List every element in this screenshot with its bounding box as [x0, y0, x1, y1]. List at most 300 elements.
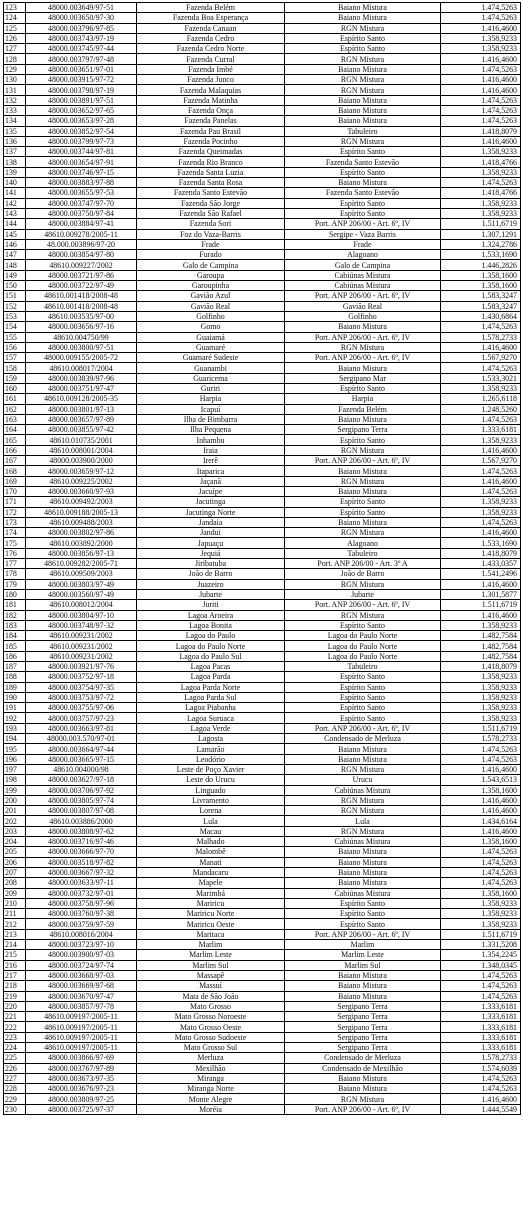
price-value-cell: 1.358,1600 [441, 270, 521, 280]
price-value-cell: 1.358,9233 [441, 435, 521, 445]
process-number-cell: 48000.003716/97-46 [26, 837, 137, 847]
reference-crude-cell: RGN Mistura [285, 54, 441, 64]
row-number-cell: 212 [4, 919, 26, 929]
reference-crude-cell: Baiano Mistura [285, 754, 441, 764]
field-name-cell: Irerê [137, 456, 285, 466]
price-value-cell: 1.358,9233 [441, 33, 521, 43]
table-body [4, 3, 521, 1115]
field-name-cell: Lagoa Parda Sul [137, 692, 285, 702]
table-row [4, 486, 521, 496]
process-number-cell: 48610.010735/2001 [26, 435, 137, 445]
field-name-cell: Fazenda Belém [137, 3, 285, 13]
reference-crude-cell: Baiano Mistura [285, 744, 441, 754]
price-value-cell: 1.444,5549 [441, 1104, 521, 1114]
field-name-cell: Fazenda Junco [137, 75, 285, 85]
table-row [4, 600, 521, 610]
row-number-cell: 159 [4, 373, 26, 383]
price-value-cell: 1.418,8079 [441, 662, 521, 672]
field-name-cell: Mata de São João [137, 991, 285, 1001]
price-value-cell: 1.248,5260 [441, 404, 521, 414]
table-row [4, 713, 521, 723]
process-number-cell: 48610.003886/2000 [26, 816, 137, 826]
process-number-cell: 48610.003892/2000 [26, 538, 137, 548]
process-number-cell: 48000.003857/97-78 [26, 1001, 137, 1011]
table-row [4, 878, 521, 888]
field-name-cell: Juriti [137, 600, 285, 610]
price-value-cell: 1.474,5263 [441, 1084, 521, 1094]
price-value-cell: 1.474,5263 [441, 486, 521, 496]
price-value-cell: 1.416,4600 [441, 795, 521, 805]
price-value-cell: 1.358,9233 [441, 383, 521, 393]
price-value-cell: 1.474,5263 [441, 116, 521, 126]
price-value-cell: 1.578,2733 [441, 734, 521, 744]
field-name-cell: Lagoa do Paulo Sul [137, 651, 285, 661]
field-name-cell: Fazenda São Rafael [137, 208, 285, 218]
field-name-cell: Gomo [137, 322, 285, 332]
reference-crude-cell: Espírito Santo [285, 713, 441, 723]
price-value-cell: 1.511,6719 [441, 600, 521, 610]
table-row [4, 167, 521, 177]
price-value-cell: 1.358,9233 [441, 909, 521, 919]
table-row [4, 744, 521, 754]
field-name-cell: Foz do Vaza-Barris [137, 229, 285, 239]
price-value-cell: 1.358,9233 [441, 682, 521, 692]
reference-crude-cell: Baiano Mistura [285, 857, 441, 867]
field-name-cell: Marlim Leste [137, 950, 285, 960]
field-name-cell: Mapele [137, 878, 285, 888]
field-name-cell: Iraia [137, 445, 285, 455]
price-value-cell: 1.358,1600 [441, 888, 521, 898]
row-number-cell: 216 [4, 960, 26, 970]
field-name-cell: Guanambi [137, 363, 285, 373]
reference-crude-cell: Baiano Mistura [285, 878, 441, 888]
reference-crude-cell: Baiano Mistura [285, 116, 441, 126]
table-row [4, 33, 521, 43]
field-name-cell: Golfinho [137, 311, 285, 321]
reference-crude-cell: Espírito Santo [285, 33, 441, 43]
table-row [4, 775, 521, 785]
table-row [4, 1042, 521, 1052]
field-name-cell: Mariricu [137, 898, 285, 908]
process-number-cell: 48000.003656/97-16 [26, 322, 137, 332]
field-name-cell: Lagoa Verde [137, 723, 285, 733]
row-number-cell: 160 [4, 383, 26, 393]
process-number-cell: 48610.009197/2005-11 [26, 1012, 137, 1022]
reference-crude-cell: Espírito Santo [285, 919, 441, 929]
price-value-cell: 1.474,5263 [441, 970, 521, 980]
row-number-cell: 155 [4, 332, 26, 342]
price-value-cell: 1.416,4600 [441, 806, 521, 816]
row-number-cell: 135 [4, 126, 26, 136]
table-row [4, 208, 521, 218]
field-name-cell: Fazenda Matinha [137, 95, 285, 105]
table-row [4, 332, 521, 342]
reference-crude-cell: Sergipano Terra [285, 1012, 441, 1022]
row-number-cell: 134 [4, 116, 26, 126]
reference-crude-cell: RGN Mistura [285, 342, 441, 352]
price-value-cell: 1.474,5263 [441, 991, 521, 1001]
row-number-cell: 175 [4, 538, 26, 548]
field-name-cell: Fazenda Santa Rosa [137, 178, 285, 188]
field-name-cell: Jandaia [137, 517, 285, 527]
process-number-cell: 48000.003725/97-37 [26, 1104, 137, 1114]
row-number-cell: 137 [4, 147, 26, 157]
reference-crude-cell: Sergipano Terra [285, 1032, 441, 1042]
field-name-cell: Galo de Campina [137, 260, 285, 270]
process-number-cell: 48000.003652/97-65 [26, 105, 137, 115]
price-value-cell: 1.354,2245 [441, 950, 521, 960]
table-row [4, 631, 521, 641]
field-name-cell: Fazenda Sori [137, 219, 285, 229]
price-value-cell: 1.474,5263 [441, 95, 521, 105]
table-row [4, 785, 521, 795]
field-name-cell: Mato Grosso [137, 1001, 285, 1011]
process-number-cell: 48000.003673/97-35 [26, 1073, 137, 1083]
field-name-cell: Lula [137, 816, 285, 826]
row-number-cell: 203 [4, 826, 26, 836]
row-number-cell: 146 [4, 239, 26, 249]
table-row [4, 301, 521, 311]
table-row [4, 466, 521, 476]
process-number-cell: 48000.003650/97-30 [26, 13, 137, 23]
process-number-cell: 48610.008001/2004 [26, 445, 137, 455]
price-value-cell: 1.474,5263 [441, 857, 521, 867]
price-value-cell: 1.358,9233 [441, 497, 521, 507]
table-row [4, 311, 521, 321]
row-number-cell: 123 [4, 3, 26, 13]
row-number-cell: 151 [4, 291, 26, 301]
process-number-cell: 48610.009278/2005-11 [26, 229, 137, 239]
process-number-cell: 48000.003915/97-72 [26, 75, 137, 85]
price-value-cell: 1.358,9233 [441, 703, 521, 713]
row-number-cell: 190 [4, 692, 26, 702]
reference-crude-cell: Condensado de Mexilhão [285, 1063, 441, 1073]
process-number-cell: 48000.003746/97-15 [26, 167, 137, 177]
reference-crude-cell: Port. ANP 206/00 - Art. 6º, IV [285, 353, 441, 363]
reference-crude-cell: Condensado de Merluza [285, 1053, 441, 1063]
row-number-cell: 215 [4, 950, 26, 960]
reference-crude-cell: Port. ANP 206/00 - Art. 6º, IV [285, 456, 441, 466]
row-number-cell: 161 [4, 394, 26, 404]
price-value-cell: 1.574,6039 [441, 1063, 521, 1073]
table-row [4, 435, 521, 445]
field-name-cell: Jubarte [137, 589, 285, 599]
process-number-cell: 48000.003660/97-93 [26, 486, 137, 496]
reference-crude-cell: Baiano Mistura [285, 1073, 441, 1083]
field-name-cell: Jacutinga Norte [137, 507, 285, 517]
process-number-cell: 48000.003560/97-49 [26, 589, 137, 599]
row-number-cell: 164 [4, 425, 26, 435]
process-number-cell: 48000.003627/97-18 [26, 775, 137, 785]
table-row [4, 548, 521, 558]
price-value-cell: 1.358,1600 [441, 837, 521, 847]
table-row [4, 250, 521, 260]
price-value-cell: 1.541,2496 [441, 569, 521, 579]
process-number-cell: 48000.003665/97-15 [26, 754, 137, 764]
reference-crude-cell: Lagoa do Paulo Norte [285, 641, 441, 651]
row-number-cell: 198 [4, 775, 26, 785]
process-number-cell: 48000.003753/97-72 [26, 692, 137, 702]
price-value-cell: 1.333,6181 [441, 1012, 521, 1022]
reference-crude-cell: Baiano Mistura [285, 517, 441, 527]
row-number-cell: 224 [4, 1042, 26, 1052]
process-number-cell: 48000.003804/97-10 [26, 610, 137, 620]
process-number-cell: 48000.003664/97-44 [26, 744, 137, 754]
field-name-cell: Lagoa do Paulo [137, 631, 285, 641]
row-number-cell: 143 [4, 208, 26, 218]
table-row [4, 1022, 521, 1032]
field-name-cell: Lagoa Aroeira [137, 610, 285, 620]
price-value-cell: 1.358,9233 [441, 198, 521, 208]
field-name-cell: Merluza [137, 1053, 285, 1063]
field-name-cell: Malhado [137, 837, 285, 847]
process-number-cell: 48000.003655/97-53 [26, 188, 137, 198]
price-value-cell: 1.358,9233 [441, 620, 521, 630]
price-value-cell: 1.474,5263 [441, 517, 521, 527]
price-value-cell: 1.265,6118 [441, 394, 521, 404]
price-value-cell: 1.416,4600 [441, 528, 521, 538]
field-name-cell: Harpia [137, 394, 285, 404]
field-name-cell: Lagoa Pacas [137, 662, 285, 672]
price-value-cell: 1.416,4600 [441, 764, 521, 774]
table-row [4, 1063, 521, 1073]
price-value-cell: 1.474,5263 [441, 414, 521, 424]
table-row [4, 507, 521, 517]
row-number-cell: 170 [4, 486, 26, 496]
row-number-cell: 176 [4, 548, 26, 558]
price-value-cell: 1.416,4600 [441, 610, 521, 620]
reference-crude-cell: Sergipano Terra [285, 1001, 441, 1011]
table-row [4, 620, 521, 630]
row-number-cell: 138 [4, 157, 26, 167]
process-number-cell: 48000.003654/97-91 [26, 157, 137, 167]
table-row [4, 867, 521, 877]
field-name-cell: Fazenda São Jorge [137, 198, 285, 208]
row-number-cell: 189 [4, 682, 26, 692]
table-row [4, 44, 521, 54]
row-number-cell: 218 [4, 981, 26, 991]
price-value-cell: 1.416,4600 [441, 579, 521, 589]
reference-crude-cell: Gavião Real [285, 301, 441, 311]
row-number-cell: 147 [4, 250, 26, 260]
table-row [4, 13, 521, 23]
reference-crude-cell: Galo de Campina [285, 260, 441, 270]
price-value-cell: 1.578,2733 [441, 332, 521, 342]
reference-crude-cell: Espírito Santo [285, 167, 441, 177]
table-row [4, 95, 521, 105]
price-value-cell: 1.416,4600 [441, 342, 521, 352]
process-number-cell: 48610.009197/2005-11 [26, 1032, 137, 1042]
row-number-cell: 142 [4, 198, 26, 208]
table-row [4, 353, 521, 363]
reference-crude-cell: Port. ANP 206/00 - Art. 6º, IV [285, 332, 441, 342]
row-number-cell: 140 [4, 178, 26, 188]
row-number-cell: 184 [4, 631, 26, 641]
field-name-cell: Monte Alegre [137, 1094, 285, 1104]
row-number-cell: 154 [4, 322, 26, 332]
process-number-cell: 48610.004000/98 [26, 764, 137, 774]
process-number-cell: 48000.003855/97-42 [26, 425, 137, 435]
row-number-cell: 185 [4, 641, 26, 651]
reference-crude-cell: Espírito Santo [285, 672, 441, 682]
row-number-cell: 229 [4, 1094, 26, 1104]
row-number-cell: 186 [4, 651, 26, 661]
process-number-cell: 48000.003884/97-41 [26, 219, 137, 229]
field-name-cell: Lagoa Piabanha [137, 703, 285, 713]
process-number-cell: 48000.003676/97-23 [26, 1084, 137, 1094]
reference-crude-cell: Frade [285, 239, 441, 249]
table-row [4, 126, 521, 136]
field-name-cell: Fazenda Cedro [137, 33, 285, 43]
field-name-cell: Fazenda Imbé [137, 64, 285, 74]
reference-crude-cell: Espírito Santo [285, 497, 441, 507]
price-value-cell: 1.307,1291 [441, 229, 521, 239]
reference-crude-cell: Tabuleiro [285, 548, 441, 558]
reference-crude-cell: Espírito Santo [285, 435, 441, 445]
field-name-cell: Guamaré Sudeste [137, 353, 285, 363]
process-number-cell: 48610.008012/2004 [26, 600, 137, 610]
row-number-cell: 219 [4, 991, 26, 1001]
field-name-cell: Marlim [137, 940, 285, 950]
reference-crude-cell: RGN Mistura [285, 764, 441, 774]
table-row [4, 662, 521, 672]
row-number-cell: 130 [4, 75, 26, 85]
process-number-cell: 48000.003921/97-76 [26, 662, 137, 672]
table-row [4, 414, 521, 424]
field-name-cell: Maritaca [137, 929, 285, 939]
reference-crude-cell: Baiano Mistura [285, 105, 441, 115]
table-row [4, 569, 521, 579]
table-row [4, 764, 521, 774]
row-number-cell: 141 [4, 188, 26, 198]
process-number-cell: 48610.009197/2005-11 [26, 1022, 137, 1032]
table-row [4, 383, 521, 393]
price-value-cell: 1.418,4766 [441, 188, 521, 198]
table-row [4, 373, 521, 383]
price-value-cell: 1.416,4600 [441, 136, 521, 146]
price-value-cell: 1.433,0357 [441, 559, 521, 569]
price-value-cell: 1.567,9270 [441, 456, 521, 466]
field-name-cell: Gavião Real [137, 301, 285, 311]
reference-crude-cell: Espírito Santo [285, 909, 441, 919]
process-number-cell: 48000.003663/97-81 [26, 723, 137, 733]
row-number-cell: 179 [4, 579, 26, 589]
price-value-cell: 1.416,4600 [441, 445, 521, 455]
reference-crude-cell: Baiano Mistura [285, 991, 441, 1001]
reference-crude-cell: Baiano Mistura [285, 64, 441, 74]
reference-crude-cell: Lagoa do Paulo Norte [285, 651, 441, 661]
process-number-cell: 48000.003657/97-89 [26, 414, 137, 424]
row-number-cell: 174 [4, 528, 26, 538]
process-number-cell: 48610.009282/2005-71 [26, 559, 137, 569]
reference-crude-cell: Baiano Mistura [285, 3, 441, 13]
row-number-cell: 209 [4, 888, 26, 898]
price-value-cell: 1.416,4600 [441, 826, 521, 836]
table-row [4, 198, 521, 208]
reference-crude-cell: Cabiúnas Mistura [285, 837, 441, 847]
field-name-cell: Gavião Azul [137, 291, 285, 301]
row-number-cell: 208 [4, 878, 26, 888]
field-name-cell: Guaiamá [137, 332, 285, 342]
field-name-cell: Jacuípe [137, 486, 285, 496]
row-number-cell: 167 [4, 456, 26, 466]
table-row [4, 826, 521, 836]
reference-crude-cell: Espírito Santo [285, 198, 441, 208]
field-name-cell: Lagoa Parda [137, 672, 285, 682]
table-row [4, 178, 521, 188]
process-number-cell: 48000.003745/97-44 [26, 44, 137, 54]
field-name-cell: Linguado [137, 785, 285, 795]
process-number-cell: 48000.003800/97-51 [26, 342, 137, 352]
field-name-cell: Mandacaru [137, 867, 285, 877]
reference-crude-cell: Baiano Mistura [285, 970, 441, 980]
table-row [4, 754, 521, 764]
row-number-cell: 205 [4, 847, 26, 857]
reference-crude-cell: Fazenda Santo Estevão [285, 157, 441, 167]
row-number-cell: 163 [4, 414, 26, 424]
reference-crude-cell: Sergipano Terra [285, 425, 441, 435]
row-number-cell: 228 [4, 1084, 26, 1094]
price-value-cell: 1.474,5263 [441, 13, 521, 23]
process-number-cell: 48000.003723/97-10 [26, 940, 137, 950]
field-name-cell: Jequiá [137, 548, 285, 558]
reference-crude-cell: Baiano Mistura [285, 95, 441, 105]
price-value-cell: 1.358,9233 [441, 919, 521, 929]
reference-crude-cell: Port. ANP 206/00 - Art. 6º, IV [285, 723, 441, 733]
field-name-cell: Leste do Urucu [137, 775, 285, 785]
field-name-cell: Livramento [137, 795, 285, 805]
table-row [4, 116, 521, 126]
price-value-cell: 1.358,9233 [441, 208, 521, 218]
field-name-cell: Marlim Sul [137, 960, 285, 970]
price-value-cell: 1.333,6181 [441, 1001, 521, 1011]
reference-crude-cell: Baiano Mistura [285, 867, 441, 877]
table-row [4, 970, 521, 980]
price-value-cell: 1.474,5263 [441, 754, 521, 764]
reference-crude-cell: Espírito Santo [285, 147, 441, 157]
row-number-cell: 153 [4, 311, 26, 321]
field-name-cell: Fazenda Queimadas [137, 147, 285, 157]
process-number-cell: 48000.003748/97-32 [26, 620, 137, 630]
process-number-cell: 48000.003758/97-96 [26, 898, 137, 908]
price-value-cell: 1.416,4600 [441, 23, 521, 33]
process-number-cell: 48000.003743/97-19 [26, 33, 137, 43]
table-row [4, 75, 521, 85]
price-value-cell: 1.511,6719 [441, 929, 521, 939]
table-row [4, 497, 521, 507]
table-row [4, 85, 521, 95]
price-value-cell: 1.418,8079 [441, 548, 521, 558]
row-number-cell: 124 [4, 13, 26, 23]
field-name-cell: Mariricu Oeste [137, 919, 285, 929]
row-number-cell: 206 [4, 857, 26, 867]
process-number-cell: 48000.003653/97-28 [26, 116, 137, 126]
reference-crude-cell: Tabuleiro [285, 126, 441, 136]
price-value-cell: 1.474,5263 [441, 178, 521, 188]
price-value-cell: 1.533,3021 [441, 373, 521, 383]
price-value-cell: 1.416,4600 [441, 75, 521, 85]
field-name-cell: Mexilhão [137, 1063, 285, 1073]
process-number-cell: 48000.003891/97-51 [26, 95, 137, 105]
reference-crude-cell: Harpia [285, 394, 441, 404]
row-number-cell: 148 [4, 260, 26, 270]
price-value-cell: 1.474,5263 [441, 1073, 521, 1083]
field-name-cell: Malombê [137, 847, 285, 857]
table-row [4, 1084, 521, 1094]
process-number-cell: 48610.009231/2002 [26, 641, 137, 651]
field-name-cell: Mato Grosso Oeste [137, 1022, 285, 1032]
row-number-cell: 126 [4, 33, 26, 43]
